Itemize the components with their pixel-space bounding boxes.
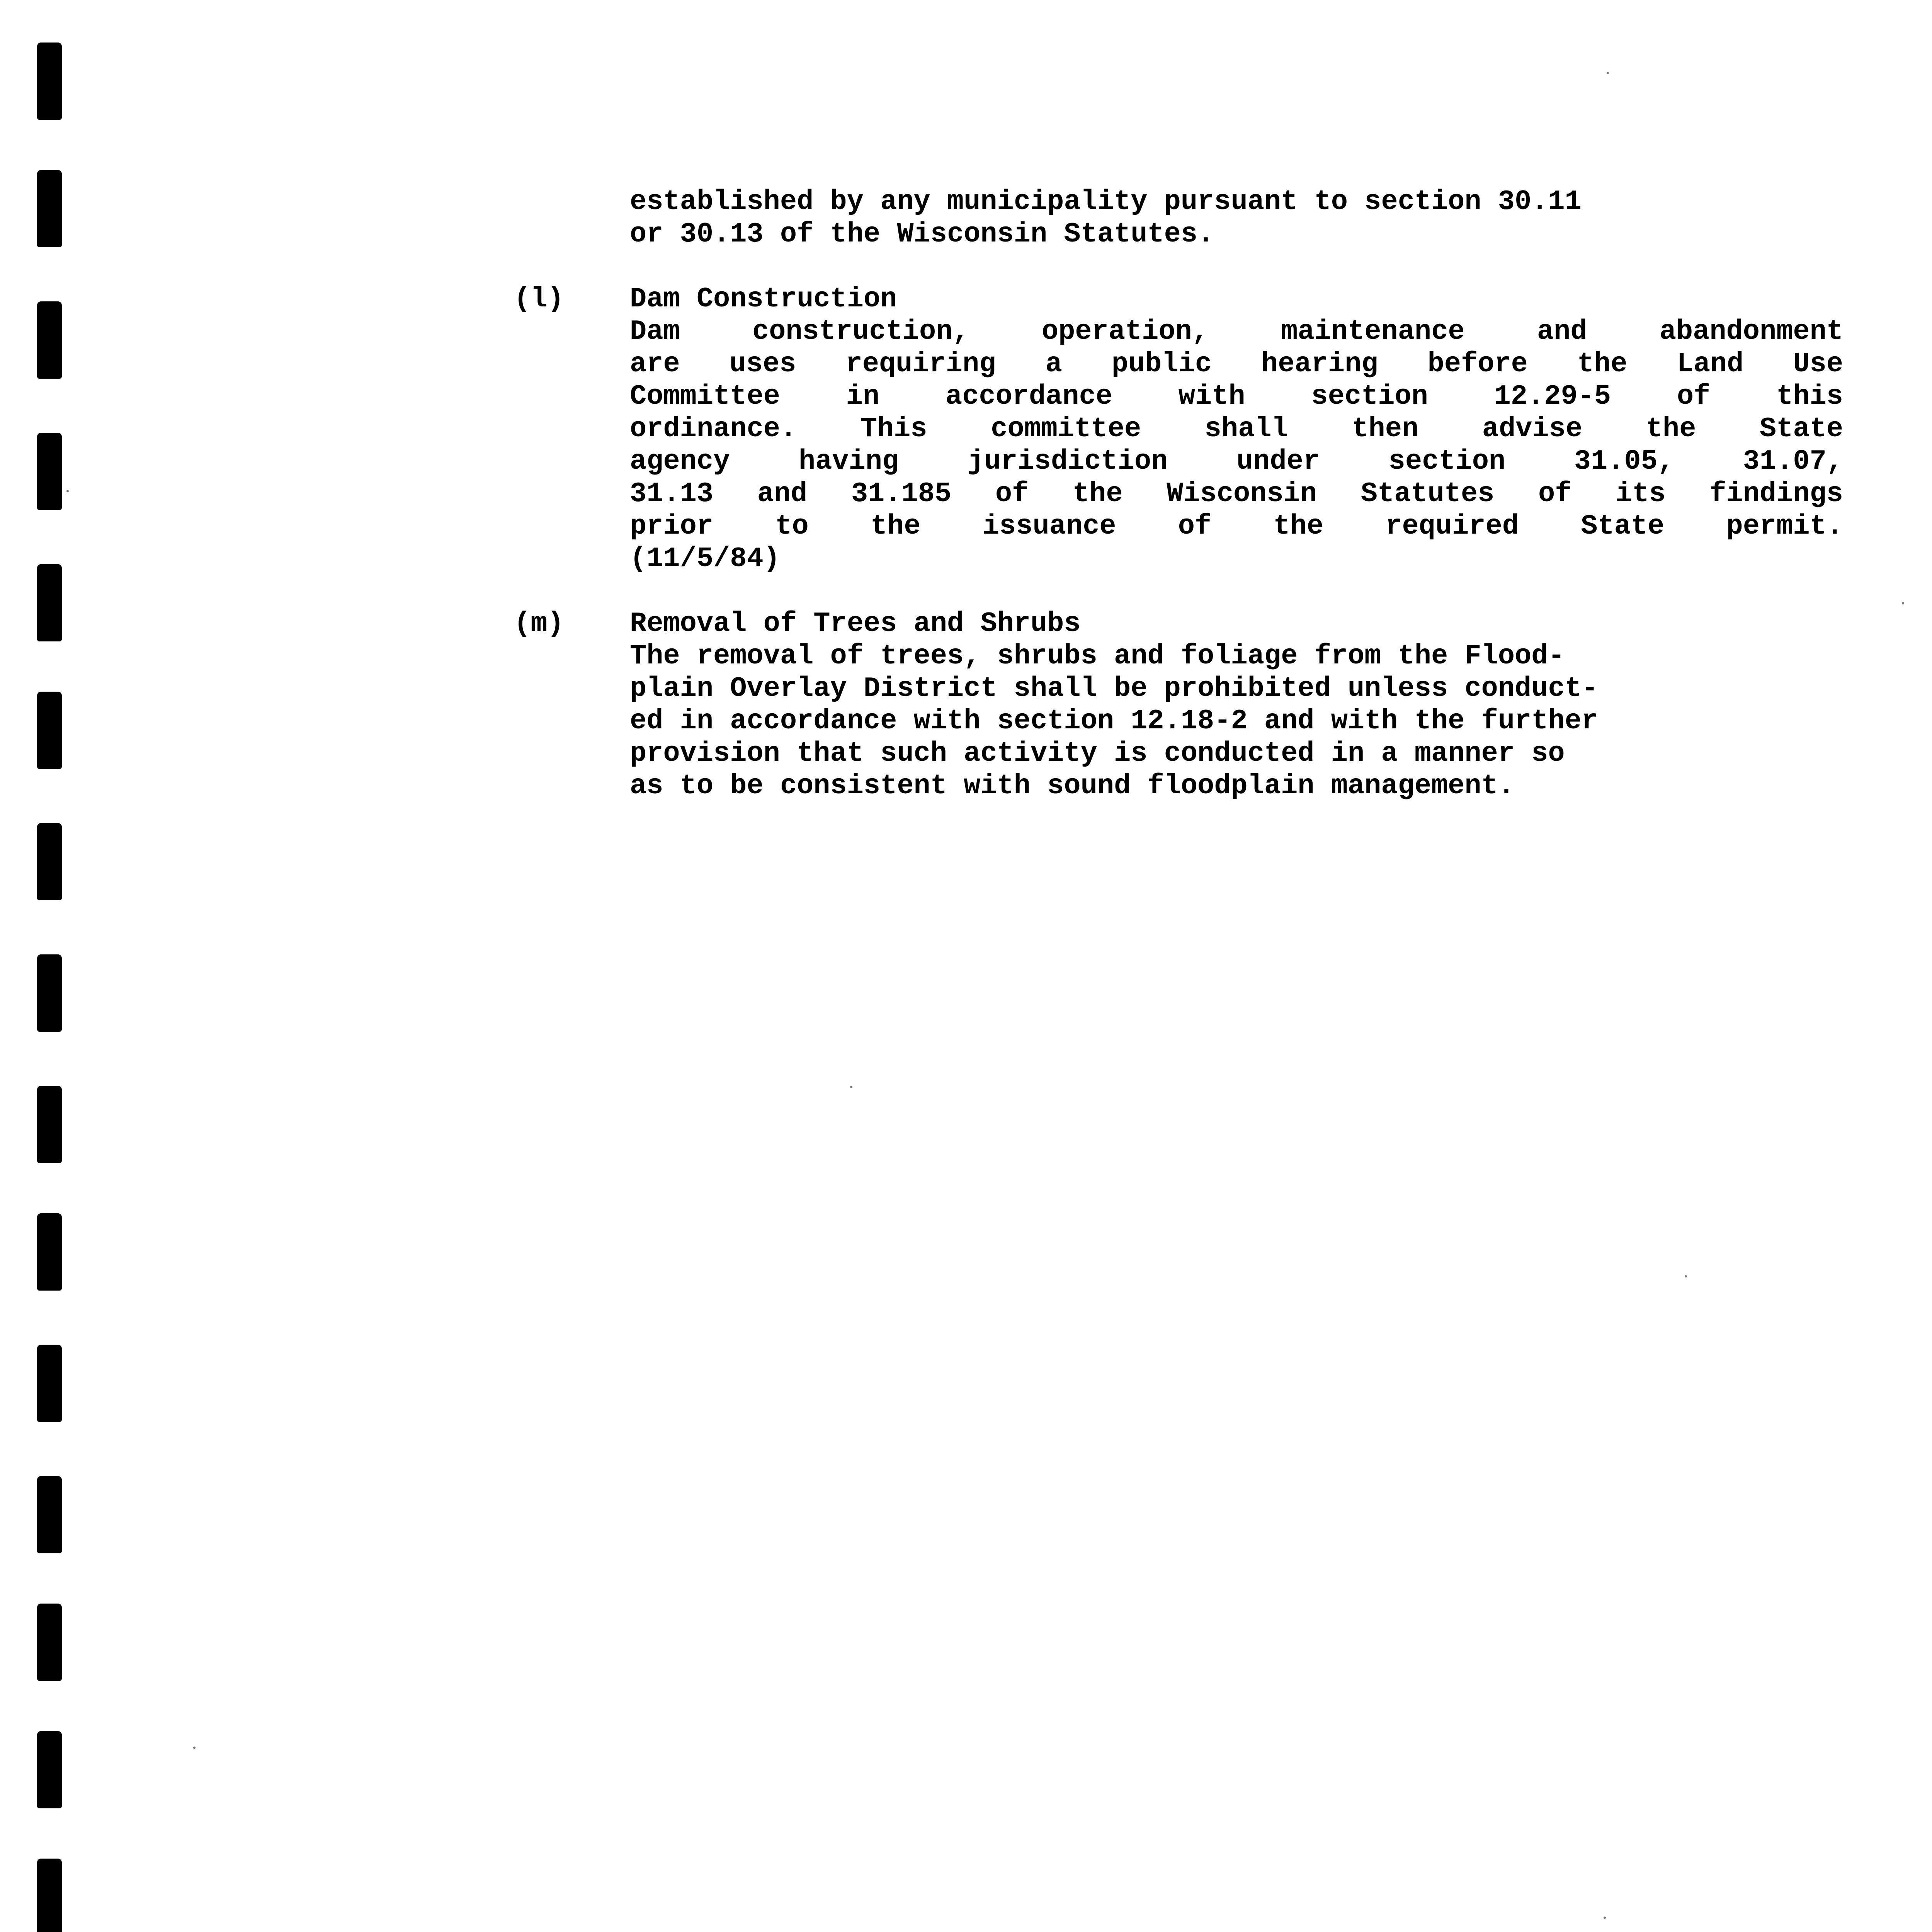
word: to [775, 510, 809, 542]
word: Use [1793, 348, 1843, 380]
scan-speck [1685, 1275, 1687, 1277]
section-content [630, 283, 1843, 575]
binder-mark [37, 301, 62, 379]
scan-speck [1604, 1917, 1606, 1919]
word: having [798, 446, 899, 477]
word: committee [991, 413, 1141, 445]
section-line [630, 348, 1843, 380]
word: Dam [630, 316, 680, 347]
word: 31.13 [630, 478, 714, 510]
word: requiring [845, 348, 996, 380]
section-line [630, 413, 1843, 445]
word: of [1178, 510, 1212, 542]
word: the [1646, 413, 1696, 445]
binder-mark [37, 564, 62, 641]
word: of [1538, 478, 1572, 510]
section-line [630, 380, 1843, 413]
binder-mark [37, 954, 62, 1032]
word: prior [630, 510, 714, 542]
word: 31.05, [1574, 446, 1675, 477]
word: required [1385, 510, 1519, 542]
word: of [1677, 381, 1711, 412]
binder-mark [37, 43, 62, 120]
word: the [1577, 348, 1628, 380]
word: 12.29-5 [1494, 381, 1611, 412]
word: uses [729, 348, 796, 380]
binder-mark [37, 692, 62, 769]
word: issuance [982, 510, 1116, 542]
word: a [1045, 348, 1062, 380]
binder-mark [37, 1345, 62, 1422]
binder-mark [37, 170, 62, 247]
intro-line: established by any municipality pursuant to section 30.11 [630, 186, 1582, 218]
intro-line: or 30.13 of the Wisconsin Statutes. [630, 218, 1214, 250]
word: the [1072, 478, 1123, 510]
word: section [1388, 446, 1506, 477]
word: jurisdiction [967, 446, 1168, 477]
word: under [1236, 446, 1320, 477]
binder-mark [37, 823, 62, 900]
word: and [1537, 316, 1587, 347]
word: its [1616, 478, 1666, 510]
word: operation, [1041, 316, 1209, 347]
word: hearing [1261, 348, 1378, 380]
section-line: provision that such activity is conducted in a manner so [630, 738, 1565, 769]
section-heading: Removal of Trees and Shrubs [630, 608, 1081, 639]
word: Land [1677, 348, 1744, 380]
word: maintenance [1281, 316, 1465, 347]
document-body [514, 185, 1843, 802]
binder-hole-marks [37, 0, 64, 1932]
word: Committee [630, 381, 780, 412]
word: Statutes [1361, 478, 1495, 510]
section-l-dam-construction [514, 283, 1843, 575]
section-line [630, 478, 1843, 510]
section-line [630, 510, 1843, 543]
word: before [1427, 348, 1528, 380]
word: construction, [752, 316, 969, 347]
section-m-removal-of-trees [514, 607, 1743, 802]
section-line: ed in accordance with section 12.18-2 and with the further [630, 705, 1599, 737]
word: 31.185 [851, 478, 952, 510]
word: agency [630, 446, 730, 477]
scan-speck [193, 1747, 196, 1749]
word: of [995, 478, 1029, 510]
section-line [630, 315, 1843, 348]
word: this [1776, 381, 1843, 412]
scan-speck [850, 1086, 852, 1088]
scan-speck [1902, 602, 1904, 604]
word: the [870, 510, 921, 542]
intro-paragraph [630, 185, 1743, 250]
word: 31.07, [1743, 446, 1843, 477]
word: State [1581, 510, 1665, 542]
binder-mark [37, 1086, 62, 1163]
binder-mark [37, 1213, 62, 1291]
binder-mark [37, 1604, 62, 1681]
binder-mark [37, 1476, 62, 1553]
section-line: The removal of trees, shrubs and foliage from the Flood- [630, 640, 1565, 672]
binder-mark [37, 433, 62, 510]
word: section [1311, 381, 1428, 412]
word: and [757, 478, 808, 510]
scan-speck [1607, 72, 1609, 74]
section-heading: Dam Construction [630, 283, 897, 315]
word: in [846, 381, 880, 412]
word: ordinance. [630, 413, 797, 445]
word: State [1759, 413, 1843, 445]
word: permit. [1726, 510, 1843, 542]
section-label: (m) [514, 608, 564, 639]
word: shall [1204, 413, 1288, 445]
word: findings [1709, 478, 1843, 510]
binder-mark [37, 1859, 62, 1932]
word: accordance [945, 381, 1112, 412]
word: advise [1482, 413, 1583, 445]
binder-mark [37, 1731, 62, 1808]
word: abandonment [1659, 316, 1843, 347]
scan-speck [66, 490, 69, 492]
section-line: plain Overlay District shall be prohibited unless conduct- [630, 673, 1599, 704]
word: This [860, 413, 927, 445]
section-line: (11/5/84) [630, 543, 780, 575]
word: Wisconsin [1167, 478, 1317, 510]
word: then [1352, 413, 1419, 445]
word: are [630, 348, 680, 380]
word: public [1111, 348, 1212, 380]
section-line: as to be consistent with sound floodplain management. [630, 770, 1515, 802]
section-line [630, 445, 1843, 478]
section-label: (l) [514, 283, 564, 315]
word: with [1178, 381, 1245, 412]
word: the [1273, 510, 1324, 542]
section-content [630, 607, 1743, 802]
